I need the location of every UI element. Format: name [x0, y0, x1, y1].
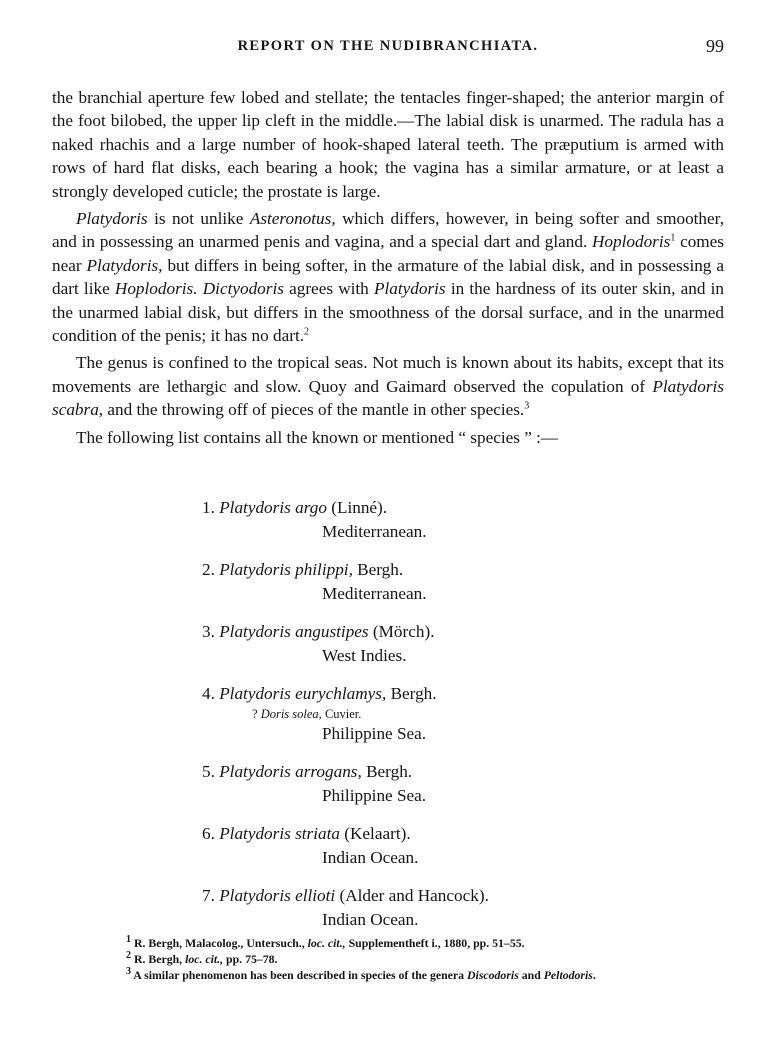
- genus-name: Dictyodoris: [202, 279, 284, 299]
- genus-name: Platydoris: [76, 209, 148, 229]
- species-list: [202, 496, 622, 932]
- synonym-author: Cuvier.: [321, 707, 362, 721]
- species-number: 2.: [202, 560, 215, 579]
- genus-name: Platydoris,: [86, 255, 163, 275]
- species-entry: [202, 496, 622, 544]
- species-locality: Philippine Sea.: [322, 724, 427, 743]
- species-synonym: [202, 706, 622, 722]
- species-name: Platydoris philippi,: [219, 560, 353, 579]
- species-entry: [202, 558, 622, 606]
- species-locality: Indian Ocean.: [322, 848, 419, 867]
- synonym-name: Doris solea,: [260, 707, 322, 721]
- species-number: 3.: [202, 622, 215, 641]
- species-number: 1.: [202, 498, 215, 517]
- genus-name: Asteronotus,: [249, 209, 336, 229]
- footnote-mark: 1: [126, 934, 131, 946]
- body-text: [52, 86, 724, 449]
- species-number: 4.: [202, 684, 215, 703]
- query-mark: ?: [252, 707, 258, 721]
- genus-name: Hoplodoris: [592, 232, 671, 252]
- footnote-ref: 2: [304, 326, 310, 338]
- species-locality: Mediterranean.: [322, 522, 427, 541]
- running-head: REPORT ON THE NUDIBRANCHIATA.: [237, 38, 539, 54]
- footnote-mark: 3: [126, 966, 131, 978]
- species-name: Platydoris argo: [219, 498, 327, 517]
- footnote-mark: 2: [126, 950, 131, 962]
- species-authority: (Linné).: [326, 498, 388, 517]
- genus-name: Hoplodoris.: [114, 279, 198, 299]
- paragraph-2: Platydoris is not unlike Asteronotus, which differs, however, in being softer and smoother, and in possessing an unarmed penis and vagina, and a special dart and gland. Hoplodoris$^1$ comes near Platydoris, but differs in being softer, in the armature of the labial disk, and in possessing a dart like Hoplodoris. Dictyodoris agrees with Platydoris in the hardness of its outer skin, and in the unarmed labial disk, but differs in the smoothness of the dorsal surface, and in the unarmed condition of the penis; it has no dart.$^2$: [52, 209, 725, 346]
- species-locality: West Indies.: [322, 646, 407, 665]
- footnote: $^2$ R. Bergh, loc. cit., pp. 75–78.: [126, 950, 278, 966]
- species-entry: [202, 884, 622, 932]
- species-authority: (Alder and Hancock).: [335, 886, 489, 905]
- paragraph-4: The following list contains all the known or mentioned “ species ” :—: [76, 427, 559, 447]
- genus-name: Platydoris: [373, 279, 446, 299]
- species-entry: [202, 822, 622, 870]
- species-name: Platydoris scabra,: [52, 376, 724, 420]
- species-name: Platydoris ellioti: [219, 886, 336, 905]
- species-name: Platydoris angustipes: [219, 622, 369, 641]
- species-authority: Bergh.: [386, 684, 437, 703]
- footnote-ref: 3: [524, 400, 530, 412]
- species-authority: Bergh.: [352, 560, 404, 579]
- species-entry: [202, 760, 622, 808]
- page-header: [52, 38, 724, 62]
- species-name: Platydoris striata: [219, 824, 340, 843]
- species-authority: (Mörch).: [368, 622, 435, 641]
- species-entry: [202, 620, 622, 668]
- footnote-ref: 1: [670, 232, 676, 244]
- footnotes: [126, 935, 686, 983]
- species-authority: Bergh.: [361, 762, 413, 781]
- species-authority: (Kelaart).: [340, 824, 411, 843]
- species-name: Platydoris eurychlamys,: [219, 684, 387, 703]
- species-number: 7.: [202, 886, 215, 905]
- paragraph-3: The genus is confined to the tropical seas. Not much is known about its habits, except that its movements are lethargic and slow. Quoy and Gaimard observed the copulation of Platydoris scabra, and the throwing off of pieces of the mantle in other species.$^3$: [52, 353, 724, 420]
- species-name: Platydoris arrogans,: [219, 762, 362, 781]
- species-entry: [202, 682, 622, 746]
- species-locality: Philippine Sea.: [322, 786, 427, 805]
- species-number: 5.: [202, 762, 215, 781]
- footnote: $^3$ A similar phenomenon has been described in species of the genera Discodoris and Peltodoris.: [126, 966, 596, 982]
- paragraph-1: the branchial aperture few lobed and stellate; the tentacles finger-shaped; the anterior margin of the foot bilobed, the upper lip cleft in the middle.—The labial disk is unarmed. The radula has a naked rhachis and a large number of hook-shaped lateral teeth. The præputium is armed with rows of hard flat disks, each bearing a hook; the vagina has a similar armature, or at least a strongly developed cuticle; the prostate is large.: [52, 88, 724, 201]
- footnote: $^1$ R. Bergh, Malacolog., Untersuch., loc. cit., Supplementheft i., 1880, pp. 51–55.: [126, 934, 525, 950]
- species-locality: Indian Ocean.: [322, 910, 419, 929]
- page-number: 99: [706, 36, 724, 56]
- species-number: 6.: [202, 824, 215, 843]
- species-locality: Mediterranean.: [322, 584, 427, 603]
